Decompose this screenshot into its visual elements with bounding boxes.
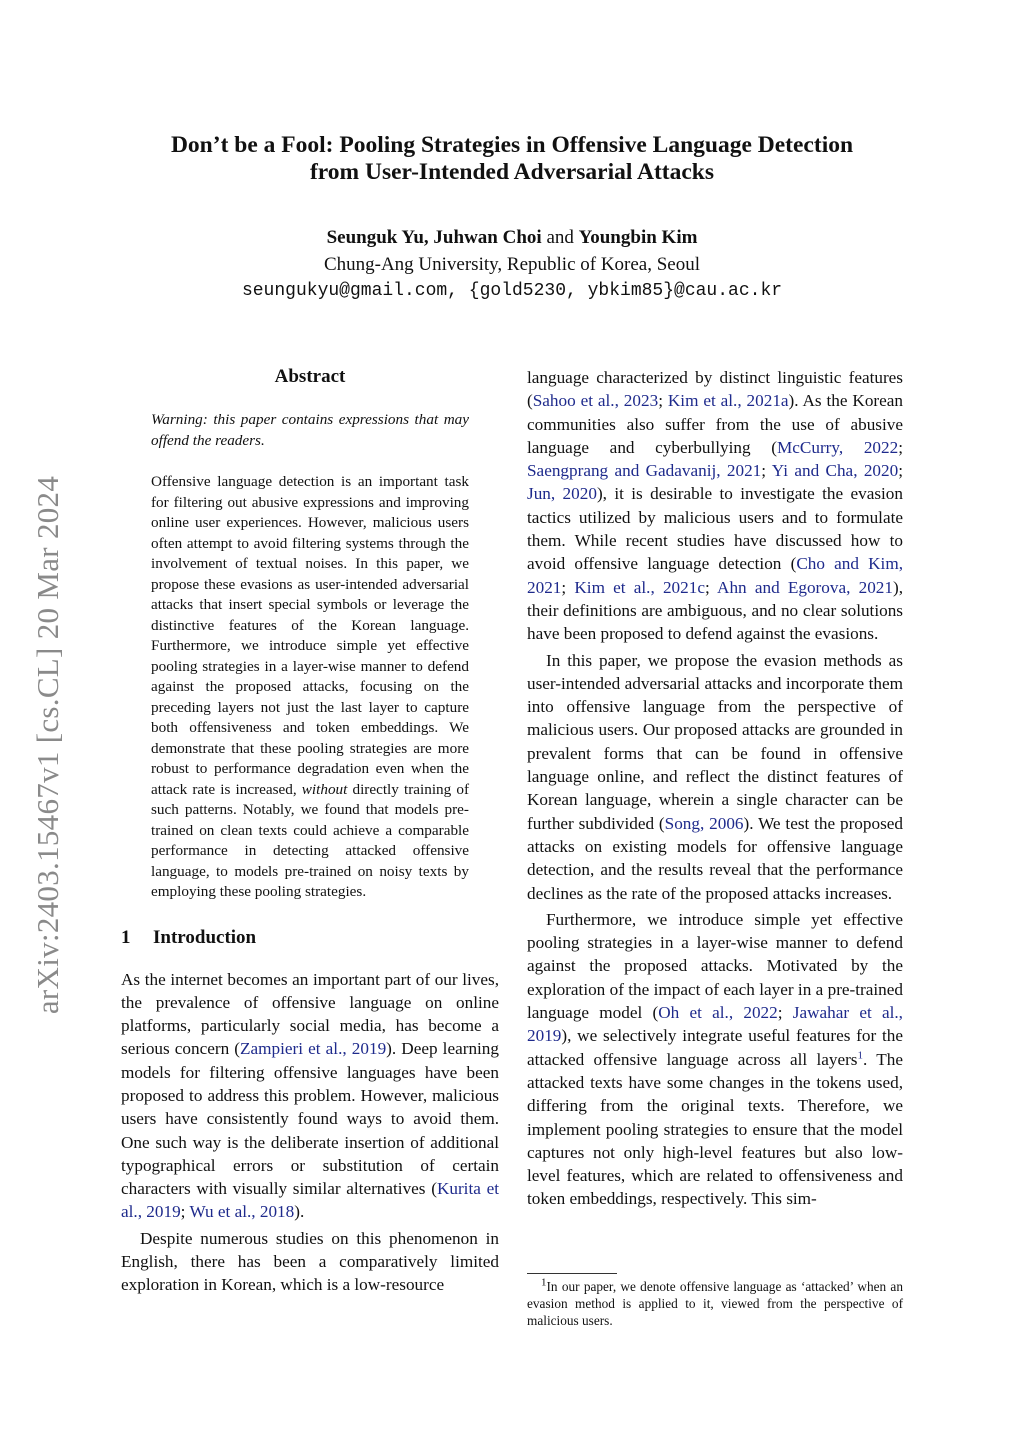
text-run: ; (704, 577, 718, 597)
citation-link[interactable]: Zampieri et al., 2019 (240, 1039, 387, 1059)
text-run: As the internet becomes an important part of our lives, the prevalence of offensive language on online platforms, particularly social media, has become a serious concern ( (121, 969, 499, 1059)
text-run: ; (777, 1003, 793, 1023)
intro-left-text (121, 968, 499, 1297)
footnote-number: 1 (541, 1276, 547, 1289)
paragraph (527, 366, 903, 646)
abstract-body (151, 472, 469, 903)
author-group-1: Seunguk Yu, Juhwan Choi (326, 227, 542, 248)
text-run: ). Deep learning models for filtering offensive languages have been proposed to address this problem. However, malicious users have consistently found ways to avoid them. One such way is the deliberate insertion of additional typographical errors or substitution of certain characters with visually similar alternatives ( (121, 1039, 499, 1199)
paragraph (121, 968, 499, 1224)
text-run: ). As the Korean communities also suffer from the use of abusive language and cyberbullying ( (527, 391, 903, 457)
text-run: ). We test the proposed attacks on existing models for offensive language detection, and the results reveal that the performance declines as the rate of the proposed attacks increases. (527, 813, 904, 903)
abstract-body-part-2: directly training of such patterns. Notably, we found that models pre-trained on clean texts could achieve a comparable performance in detecting attacked offensive language, to models pre-trained on noisy texts by employing these pooling strategies. (151, 780, 470, 900)
abstract-warning: Warning: this paper contains expressions that may offend the readers. (151, 411, 469, 449)
text-run: ; (898, 461, 903, 481)
citation-link[interactable]: Cho and Kim, 2021 (527, 554, 903, 597)
text-run: ), it is desirable to investigate the evasion tactics utilized by malicious users and to formulate them. While recent studies have discussed how to avoid offensive language detection ( (527, 484, 903, 574)
text-run: ). (294, 1202, 305, 1222)
right-column (527, 366, 903, 1211)
citation-link[interactable]: Ahn and Egorova, 2021 (717, 577, 893, 597)
citation-link[interactable]: Kim et al., 2021a (667, 391, 789, 411)
text-run: ; (561, 577, 575, 597)
abstract (151, 410, 469, 903)
citation-link[interactable]: Jun, 2020 (527, 484, 597, 504)
text-run: ), we selectively integrate useful features for the attacked offensive language across all layers (527, 1026, 903, 1069)
citation-link[interactable]: Kurita et al., 2019 (121, 1179, 499, 1222)
paper-title (120, 132, 904, 186)
abstract-body-part-1: Offensive language detection is an important task for filtering out abusive expressions and improving online user experiences. However, malicious users often attempt to avoid filtering systems through the involvement of textual noises. In this paper, we propose these evasions as user-intended adversarial attacks that insert special symbols or leverage the distinctive features of the Korean language. Furthermore, we introduce simple yet effective pooling strategies in a layer-wise manner to defend against the proposed attacks, focusing on the preceding layers not just the last layer to capture both offensiveness and token embeddings. We demonstrate that these pooling strategies are more robust to performance degradation even when the attack rate is increased, (151, 473, 469, 798)
paragraph (527, 649, 903, 905)
citation-link[interactable]: McCurry, 2022 (776, 437, 899, 457)
footnote (527, 1278, 903, 1329)
abstract-heading: Abstract (274, 366, 346, 387)
arxiv-stamp (30, 445, 66, 1045)
footnote-text: In our paper, we denote offensive language as ‘attacked’ when an evasion method is applied to it, viewed from the perspective of malicious users. (527, 1279, 903, 1328)
affiliation: Chung-Ang University, Republic of Korea, Seoul (323, 254, 701, 275)
paragraph: Despite numerous studies on this phenomenon in English, there has been a comparatively limited exploration in Korean, which is a low-resource (121, 1228, 499, 1295)
text-run: . The attacked texts have some changes in the tokens used, differing from the original texts. Therefore, we implement pooling strategies to ensure that the model captures not only high-level features but also low-level features, which are related to offensiveness and token embeddings, respectively. This sim- (527, 1049, 903, 1209)
abstract-emphasis: without (301, 780, 348, 798)
title-line-2: from User-Intended Adversarial Attacks (309, 159, 715, 185)
citation-link[interactable]: Song, 2006 (664, 813, 744, 833)
text-run: ; (180, 1202, 190, 1222)
section-number: 1 (121, 926, 131, 948)
citation-link[interactable]: Kim et al., 2021c (574, 577, 705, 597)
text-run: ; (761, 461, 772, 481)
footnote-marker-link[interactable]: 1 (857, 1048, 863, 1061)
arxiv-identifier: arXiv:2403.15467v1 [cs.CL] 20 Mar 2024 (30, 475, 65, 1015)
paragraph (527, 908, 903, 1211)
text-run: ; (898, 437, 903, 457)
author-group-2: Youngbin Kim (578, 227, 698, 248)
citation-link[interactable]: Sahoo et al., 2023 (532, 391, 659, 411)
section-title: Introduction (153, 926, 257, 948)
citation-link[interactable]: Oh et al., 2022 (658, 1003, 778, 1023)
text-run: language characterized by distinct linguistic features ( (527, 368, 903, 411)
footnote-divider (527, 1273, 617, 1274)
text-run: Furthermore, we introduce simple yet effective pooling strategies in a layer-wise manner to defend against the proposed attacks. Motivated by the exploration of the impact of each layer in a pre-trained language model ( (527, 909, 903, 1023)
text-run: In this paper, we propose the evasion methods as user-intended adversarial attacks and incorporate them into offensive language from the perspective of malicious users. Our proposed attacks are grounded in prevalent forms that can be found in offensive language online, and reflect the distinct features of Korean language, wherein a single character can be further subdivided ( (527, 650, 903, 833)
author-list (120, 224, 904, 251)
section-heading-introduction (121, 925, 499, 951)
citation-link[interactable]: Yi and Cha, 2020 (771, 461, 899, 481)
citation-link[interactable]: Wu et al., 2018 (189, 1202, 295, 1222)
author-emails: seungukyu@gmail.com, {gold5230, ybkim85}@cau.ac.kr (241, 281, 783, 301)
left-column (121, 364, 499, 1297)
citation-link[interactable]: Jawahar et al., 2019 (527, 1003, 903, 1046)
text-run: ), their definitions are ambiguous, and no clear solutions have been proposed to defend against the evasions. (527, 577, 904, 644)
text-run: ; (658, 391, 668, 411)
citation-link[interactable]: Saengprang and Gadavanij, 2021 (527, 461, 762, 481)
author-and: and (546, 227, 574, 248)
title-line-1: Don’t be a Fool: Pooling Strategies in Offensive Language Detection (170, 132, 854, 158)
